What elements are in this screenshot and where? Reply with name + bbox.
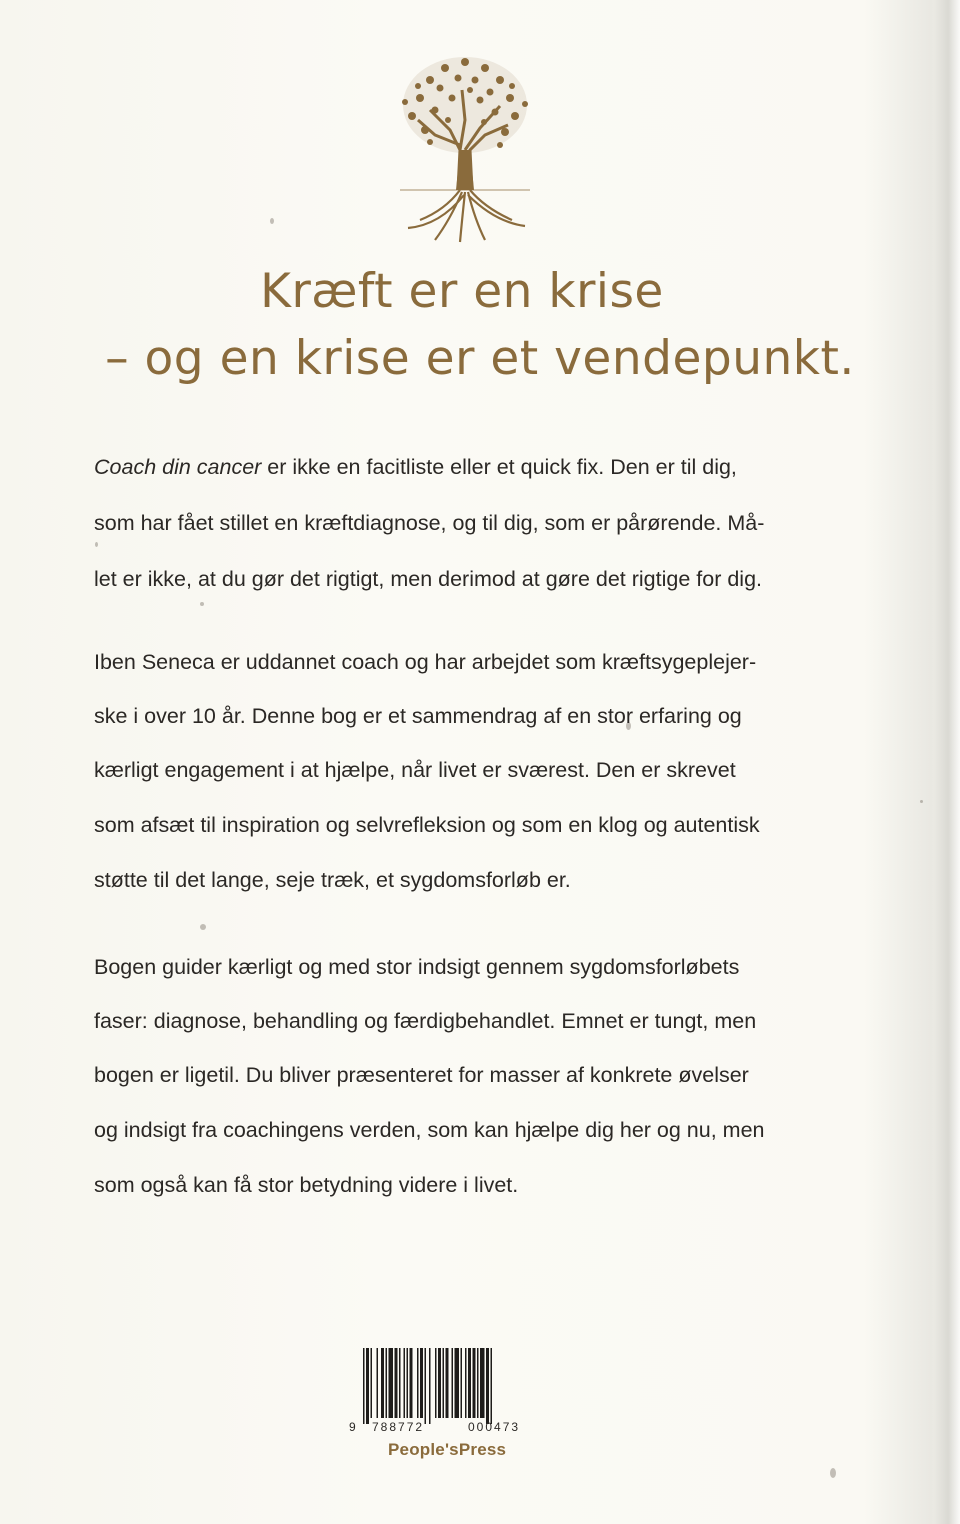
barcode-bar — [386, 1348, 388, 1418]
barcode-bar — [410, 1348, 413, 1418]
barcode-bar — [371, 1348, 373, 1418]
paragraph-3-line-1: Bogen guider kærligt og med stor indsigt gennem sygdomsforløbets — [94, 955, 740, 979]
barcode-bar — [477, 1348, 479, 1418]
paragraph-3-line-3: bogen er ligetil. Du bliver præsenteret for masser af konkrete øvelser — [94, 1063, 749, 1087]
barcode-bar — [465, 1348, 467, 1418]
barcode-digit-first: 9 — [349, 1420, 356, 1434]
headline-line-1: Kræft er en krise — [260, 264, 664, 319]
speck — [200, 924, 206, 930]
cover-edge-shadow — [934, 0, 960, 1524]
barcode-bar — [381, 1348, 384, 1418]
barcode-bar — [461, 1348, 463, 1418]
barcode-bar — [389, 1348, 394, 1418]
book-title: Coach din cancer — [94, 455, 262, 479]
tree-logo-icon — [390, 50, 540, 245]
barcode-bar — [480, 1348, 485, 1418]
paragraph-2-line-3: kærligt engagement i at hjælpe, når livet er sværest. Den er skrevet — [94, 758, 736, 782]
barcode-bar — [455, 1348, 460, 1418]
barcode-group-right: 000473 — [468, 1420, 521, 1434]
barcode-bar — [399, 1348, 401, 1418]
paragraph-3-line-4: og indsigt fra coachingens verden, som kan hjælpe dig her og nu, men — [94, 1118, 765, 1142]
barcode-group-left: 788772 — [372, 1420, 425, 1434]
speck — [95, 542, 98, 547]
publisher-logo: People'sPress — [388, 1440, 507, 1459]
barcode-bar — [452, 1348, 454, 1418]
barcode-bar — [395, 1348, 398, 1418]
barcode-bar — [417, 1348, 419, 1418]
paragraph-1-line-1 — [94, 455, 737, 480]
barcode-bar — [486, 1348, 489, 1424]
barcode-bar — [420, 1348, 423, 1418]
headline-line-2: – og en krise er et vendepunkt. — [105, 331, 855, 386]
paragraph-2-line-4: som afsæt til inspiration og selvrefleksion og som en klog og autentisk — [94, 813, 760, 837]
barcode-bar — [438, 1348, 441, 1418]
barcode-bar — [446, 1348, 449, 1418]
speck — [920, 800, 923, 803]
barcode-bar — [407, 1348, 409, 1418]
paragraph-1-line-3: let er ikke, at du gør det rigtigt, men derimod at gøre det rigtige for dig. — [94, 567, 763, 591]
speck — [270, 218, 274, 224]
barcode-bar — [443, 1348, 445, 1418]
paragraph-1-line-2: som har fået stillet en kræftdiagnose, og til dig, som er pårørende. Må- — [94, 511, 765, 535]
barcode-bar — [468, 1348, 471, 1418]
speck — [200, 602, 204, 606]
barcode-bar — [363, 1348, 365, 1424]
barcode-bar — [366, 1348, 369, 1424]
barcode-bar — [473, 1348, 476, 1418]
barcode-bar — [425, 1348, 427, 1424]
barcode-bar — [377, 1348, 379, 1418]
text-line: er ikke en facitliste eller et quick fix. Den er til dig, — [261, 455, 737, 479]
barcode-bar — [404, 1348, 406, 1418]
speck — [830, 1468, 836, 1478]
paragraph-3-line-5: som også kan få stor betydning videre i livet. — [94, 1173, 519, 1197]
barcode-bar — [435, 1348, 437, 1418]
barcode-bar — [491, 1348, 493, 1424]
paragraph-2-line-1: Iben Seneca er uddannet coach og har arbejdet som kræftsygeplejer- — [94, 650, 757, 674]
paragraph-3-line-2: faser: diagnose, behandling og færdigbehandlet. Emnet er tungt, men — [94, 1009, 757, 1033]
paragraph-2-line-2: ske i over 10 år. Denne bog er et sammendrag af en stor erfaring og — [94, 704, 742, 728]
paragraph-2-line-5: støtte til det lange, seje træk, et sygdomsforløb er. — [94, 868, 571, 892]
barcode-bar — [429, 1348, 431, 1424]
